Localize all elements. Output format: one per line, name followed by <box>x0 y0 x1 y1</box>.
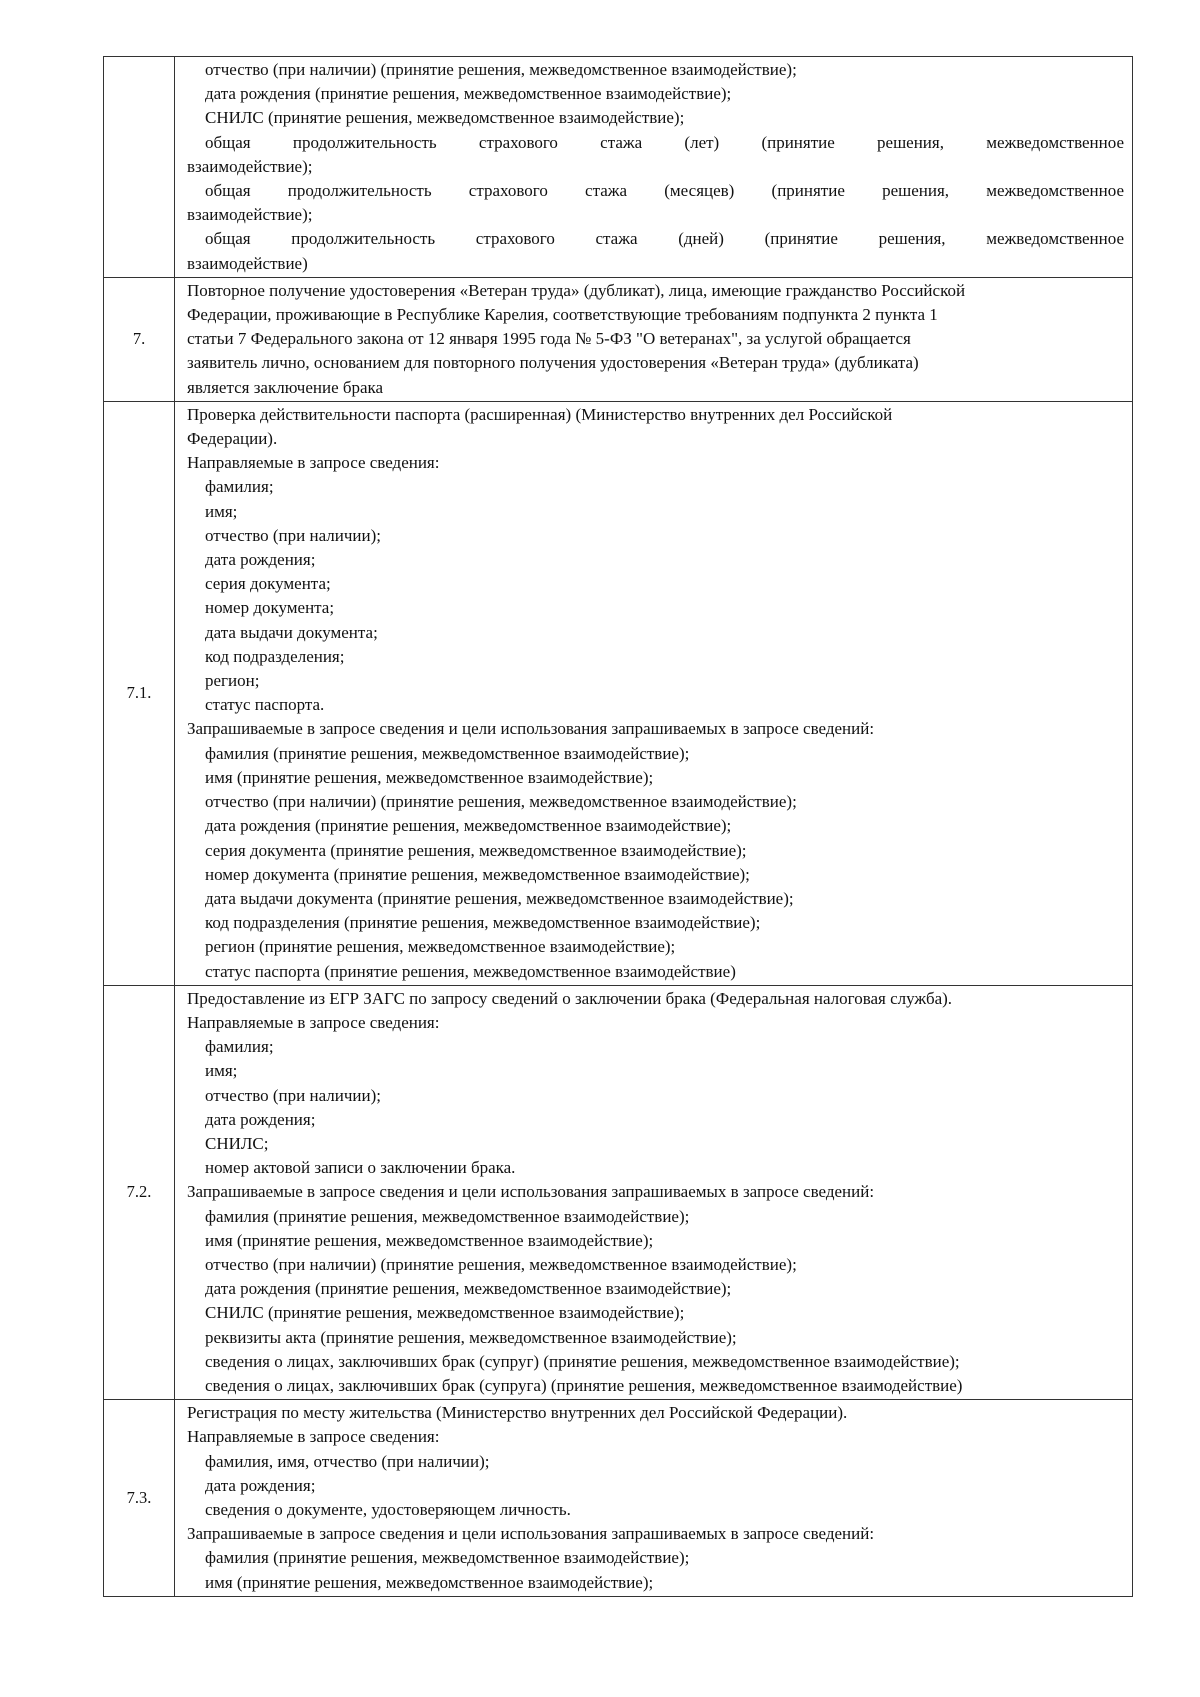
content-line: номер документа; <box>205 598 335 618</box>
content-line: фамилия (принятие решения, межведомственное взаимодействие); <box>205 743 690 763</box>
content-line: отчество (при наличии) (принятие решения, межведомственное взаимодействие); <box>205 60 797 79</box>
content-line: Проверка действительности паспорта (расширенная) (Министерство внутренних дел Российской <box>187 404 893 424</box>
content-line: Направляемые в запросе сведения: <box>187 1427 440 1447</box>
content-line: дата рождения; <box>205 550 316 570</box>
content-line: отчество (при наличии); <box>205 1085 381 1105</box>
table-row <box>104 57 1133 278</box>
content-line: Федерации, проживающие в Республике Карелия, соответствующие требованиям подпункта 2 пункта 1 <box>187 305 938 325</box>
table-body <box>104 57 1133 1597</box>
content-line: фамилия; <box>205 477 274 497</box>
content-line: номер документа (принятие решения, межведомственное взаимодействие); <box>205 864 750 884</box>
content-line: имя (принятие решения, межведомственное взаимодействие); <box>205 1230 654 1250</box>
content-line: СНИЛС (принятие решения, межведомственное взаимодействие); <box>205 1303 685 1323</box>
content-line: статус паспорта (принятие решения, межведомственное взаимодействие) <box>205 961 736 981</box>
content-line: Направляемые в запросе сведения: <box>187 1012 440 1032</box>
content-line: имя (принятие решения, межведомственное взаимодействие); <box>205 767 654 787</box>
row-content <box>175 277 1133 401</box>
content-line: общая продолжительность страхового стажа (дней) (принятие решения, межведомственное <box>205 229 1124 249</box>
content-line: номер актовой записи о заключении брака. <box>205 1158 516 1178</box>
content-line: Федерации). <box>187 429 278 449</box>
content-line: код подразделения (принятие решения, межведомственное взаимодействие); <box>205 913 761 933</box>
content-line: Запрашиваемые в запросе сведения и цели использования запрашиваемых в запросе сведений: <box>187 1524 875 1544</box>
content-line: взаимодействие); <box>187 205 313 225</box>
content-line: общая продолжительность страхового стажа (лет) (принятие решения, межведомственное <box>205 132 1124 152</box>
content-line: Регистрация по месту жительства (Министерство внутренних дел Российской Федерации). <box>187 1403 848 1423</box>
content-line: Направляемые в запросе сведения: <box>187 453 440 473</box>
content-line: серия документа; <box>205 574 331 594</box>
content-line: статус паспорта. <box>205 695 325 715</box>
content-line: регион; <box>205 671 260 691</box>
content-line: дата рождения (принятие решения, межведомственное взаимодействие); <box>205 84 732 104</box>
content-line: статьи 7 Федерального закона от 12 января 1995 года № 5-ФЗ "О ветеранах", за услугой обращается <box>187 329 911 349</box>
content-line: СНИЛС (принятие решения, межведомственное взаимодействие); <box>205 108 685 128</box>
table-row <box>104 277 1133 401</box>
content-line: дата рождения (принятие решения, межведомственное взаимодействие); <box>205 816 732 836</box>
row-content <box>175 401 1133 985</box>
content-line: Запрашиваемые в запросе сведения и цели использования запрашиваемых в запросе сведений: <box>187 719 875 739</box>
table-row <box>104 985 1133 1399</box>
content-line: общая продолжительность страхового стажа (месяцев) (принятие решения, межведомственное <box>205 181 1124 201</box>
content-line: фамилия (принятие решения, межведомственное взаимодействие); <box>205 1206 690 1226</box>
content-line: имя (принятие решения, межведомственное взаимодействие); <box>205 1572 654 1592</box>
content-line: отчество (при наличии); <box>205 525 381 545</box>
content-line: дата рождения (принятие решения, межведомственное взаимодействие); <box>205 1279 732 1299</box>
content-line: сведения о лицах, заключивших брак (супруга) (принятие решения, межведомственное взаимодействие) <box>205 1375 963 1395</box>
table-row <box>104 401 1133 985</box>
content-line: отчество (при наличии) (принятие решения, межведомственное взаимодействие); <box>205 1254 797 1274</box>
content-line: серия документа (принятие решения, межведомственное взаимодействие); <box>205 840 747 860</box>
content-line: код подразделения; <box>205 646 345 666</box>
content-line: дата рождения; <box>205 1475 316 1495</box>
content-line: сведения о лицах, заключивших брак (супруг) (принятие решения, межведомственное взаимодействие); <box>205 1351 960 1371</box>
content-line: взаимодействие) <box>187 253 308 273</box>
content-line: регион (принятие решения, межведомственное взаимодействие); <box>205 937 676 957</box>
content-line: дата рождения; <box>205 1109 316 1129</box>
row-content <box>175 1400 1133 1597</box>
row-content <box>175 57 1133 278</box>
table-row <box>104 1400 1133 1597</box>
content-line: дата выдачи документа; <box>205 622 378 642</box>
content-line: имя; <box>205 501 238 521</box>
content-line: Повторное получение удостоверения «Ветеран труда» (дубликат), лица, имеющие гражданство Российской <box>187 280 966 300</box>
content-line: имя; <box>205 1061 238 1081</box>
content-line: сведения о документе, удостоверяющем личность. <box>205 1499 571 1519</box>
content-line: фамилия (принятие решения, межведомственное взаимодействие); <box>205 1548 690 1568</box>
row-content <box>175 985 1133 1399</box>
row-number: 7. <box>104 277 175 401</box>
services-table <box>103 56 1133 1597</box>
content-line: Запрашиваемые в запросе сведения и цели использования запрашиваемых в запросе сведений: <box>187 1182 875 1202</box>
row-number <box>104 57 175 278</box>
content-line: реквизиты акта (принятие решения, межведомственное взаимодействие); <box>205 1327 737 1347</box>
content-line: фамилия, имя, отчество (при наличии); <box>205 1451 490 1471</box>
row-number: 7.1. <box>104 401 175 985</box>
content-line: отчество (при наличии) (принятие решения, межведомственное взаимодействие); <box>205 792 797 812</box>
content-line: СНИЛС; <box>205 1133 269 1153</box>
row-number: 7.3. <box>104 1400 175 1597</box>
content-line: является заключение брака <box>187 377 384 397</box>
content-line: Предоставление из ЕГР ЗАГС по запросу сведений о заключении брака (Федеральная налоговая служба). <box>187 988 953 1008</box>
content-line: заявитель лично, основанием для повторного получения удостоверения «Ветеран труда» (дубликата) <box>187 353 919 373</box>
content-line: дата выдачи документа (принятие решения, межведомственное взаимодействие); <box>205 888 794 908</box>
content-line: фамилия; <box>205 1037 274 1057</box>
content-line: взаимодействие); <box>187 156 313 176</box>
row-number: 7.2. <box>104 985 175 1399</box>
